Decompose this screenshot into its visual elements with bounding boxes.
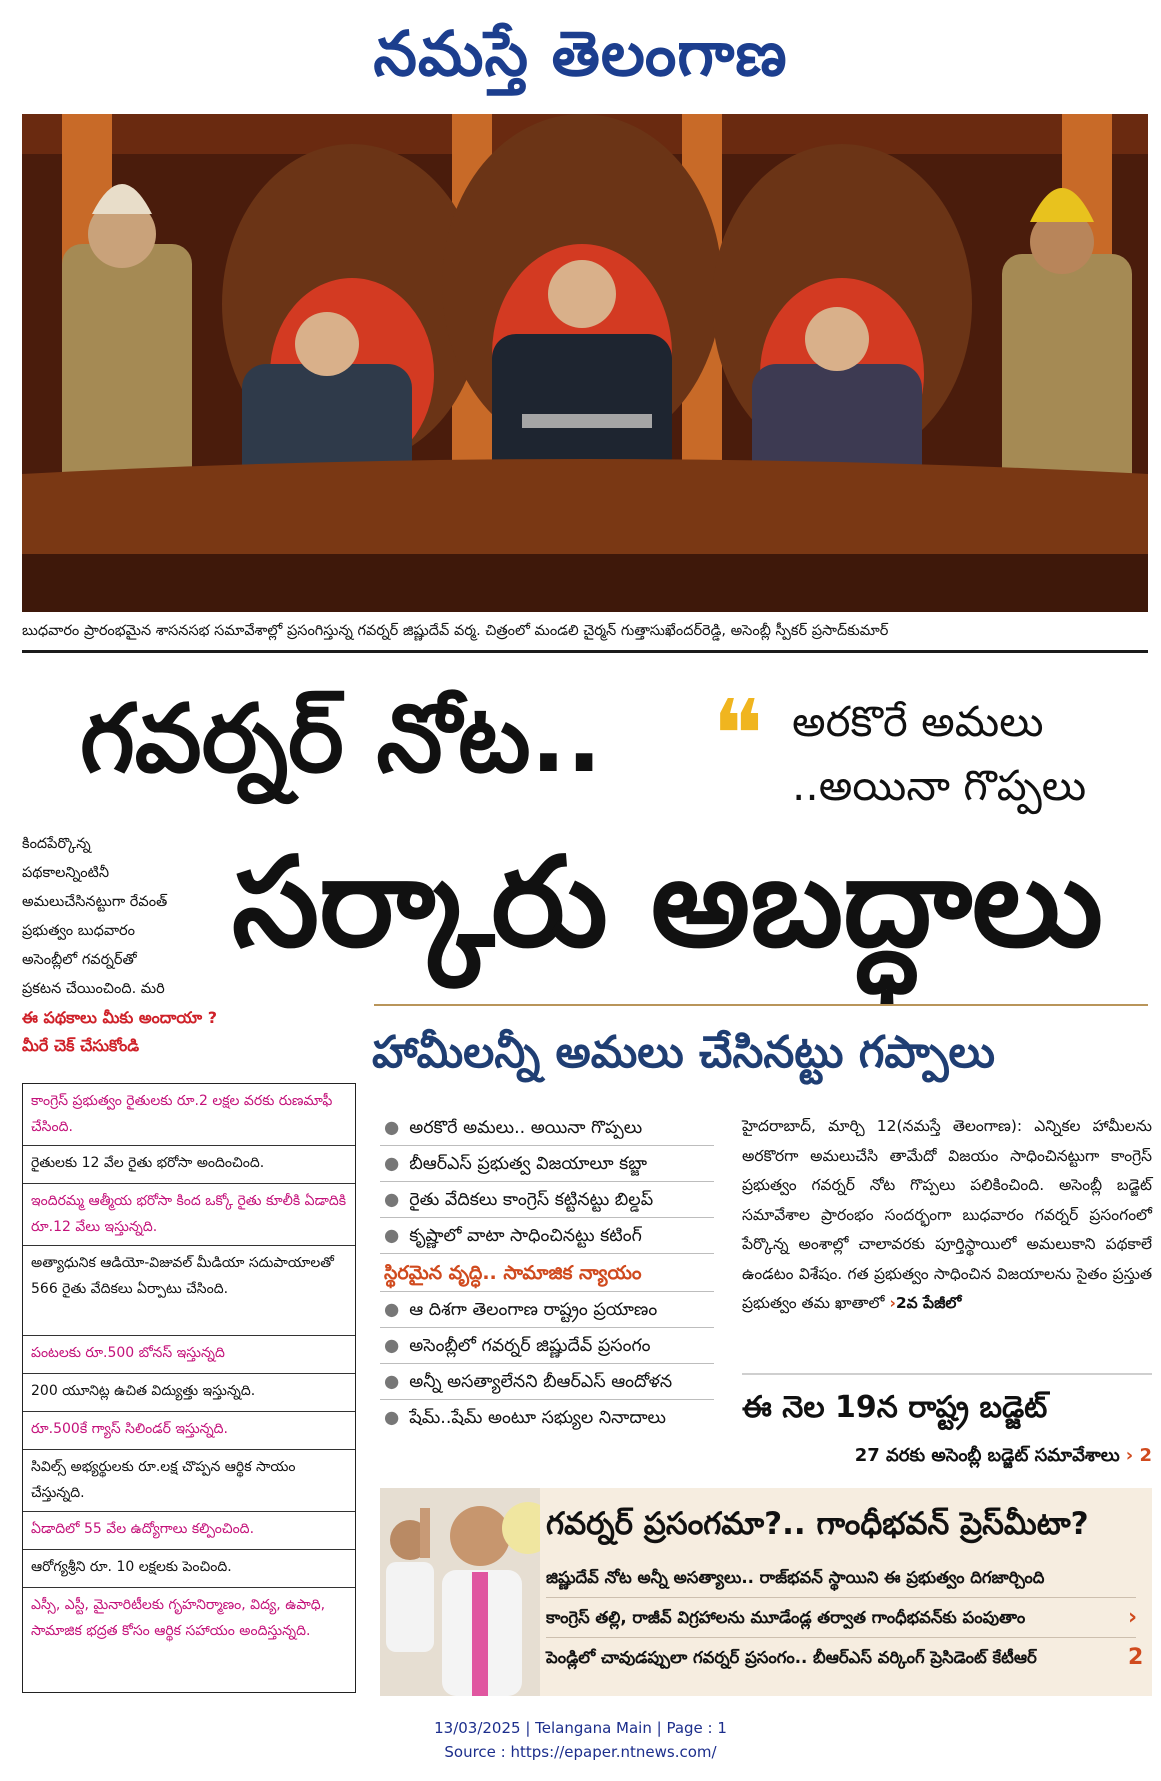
footer	[0, 1716, 1161, 1764]
intro-line: అమలుచేసినట్టుగా రేవంత్	[22, 894, 168, 910]
promise-item: సివిల్స్ అభ్యర్థులకు రూ.లక్ష చొప్పన ఆర్థిక సాయం చేస్తున్నది.	[23, 1450, 355, 1512]
intro-line: పథకాలన్నింటినీ	[22, 865, 110, 881]
intro-line: ప్రభుత్వం బుధవారం	[22, 923, 135, 939]
brs-headline: గవర్నర్ ప్రసంగమా?.. గాంధీభవన్ ప్రెస్‌మీటా?	[546, 1506, 1089, 1542]
quote-line-1: అరకొరే అమలు	[792, 697, 1044, 746]
newspaper-title: నమస్తే తెలంగాణ	[373, 17, 788, 90]
intro-line: ప్రకటన చేయించింది. మరి	[22, 981, 165, 997]
highlight-text: బీఆర్‌ఎస్ ప్రభుత్వ విజయాలూ కబ్జా	[409, 1154, 648, 1174]
ktr-photo	[380, 1488, 540, 1696]
brs-line: కాంగ్రెస్ తల్లి, రాజీవ్ విగ్రహాలను మూడేండ్ల తర్వాత గాంధీభవన్‌కు పంపుతాం	[546, 1598, 1136, 1638]
ktr-illustration	[380, 1488, 540, 1696]
promise-item: ఆరోగ్యశ్రీని రూ. 10 లక్షలకు పెంచింది.	[23, 1550, 355, 1588]
masthead	[0, 6, 1161, 102]
highlight-item	[380, 1364, 714, 1400]
headline-line-1: గవర్నర్ నోట..	[80, 685, 602, 794]
caption-divider	[22, 650, 1148, 653]
highlight-item	[380, 1146, 714, 1182]
promise-item: రూ.500కే గ్యాస్ సిలిండర్ ఇస్తున్నది.	[23, 1412, 355, 1450]
highlights-list	[380, 1110, 714, 1436]
source-link[interactable]: Source : https://epaper.ntnews.com/	[444, 1743, 717, 1761]
intro-line: కిందపేర్కొన్న	[22, 836, 91, 852]
headline-line-2: సర్కారు అబద్ధాలు	[232, 831, 1103, 975]
promise-item: ఏడాదిలో 55 వేల ఉద్యోగాలు కల్పించింది.	[23, 1512, 355, 1550]
bullet-icon: ●	[384, 1336, 400, 1356]
highlight-item	[380, 1110, 714, 1146]
bullet-icon: ●	[384, 1118, 400, 1138]
promises-box	[22, 1083, 356, 1693]
assembly-photo	[22, 114, 1148, 612]
main-story	[742, 1112, 1152, 1319]
bullet-icon: ●	[384, 1372, 400, 1392]
subheadline: హామీలన్నీ అమలు చేసినట్టు గప్పాలు	[372, 1027, 995, 1078]
promise-item: ఎస్సీ, ఎస్టీ, మైనారిటీలకు గృహనిర్మాణం, విద్య, ఉపాధి, సామాజిక భద్రత కోసం ఆర్థిక సహాయం అందిస్తున్నది.	[31, 1597, 326, 1639]
subhead-divider	[374, 1004, 1148, 1006]
continue-arrow-icon: ›	[889, 1294, 896, 1312]
bullet-icon: ●	[384, 1154, 400, 1174]
promise-item: 200 యూనిట్ల ఉచిత విద్యుత్తు ఇస్తున్నది.	[23, 1374, 355, 1412]
budget-headline: ఈ నెల 19న రాష్ట్ర బడ్జెట్	[742, 1390, 1048, 1425]
intro-text	[22, 830, 232, 1004]
bullet-icon: ●	[384, 1300, 400, 1320]
bullet-icon: ●	[384, 1408, 400, 1428]
edition-info: 13/03/2025 | Telangana Main | Page : 1	[434, 1719, 727, 1737]
story-text: హైదరాబాద్, మార్చి 12(నమస్తే తెలంగాణ): ఎన్నికల హామీలను అరకొరగా అమలుచేసి తామేదో విజయం సాధించినట్టుగా కాంగ్రెస్ ప్రభుత్వం గవర్నర్ నోట గొప్పలు పలికించింది. అసెంబ్లీ బడ్జెట్ సమావేశాల ప్రారంభం సందర్భంగా బుధవారం గవర్నర్ ప్రసంగంలో పేర్కొన్న అంశాల్లో చాలావరకు పూర్తిస్థాయిలో అమలుకాని పథకాలే ఉండటం విశేషం. గత ప్రభుత్వం సాధించిన విజయాలను సైతం ప్రస్తుత ప్రభుత్వం తమ ఖాతాలో	[742, 1117, 1152, 1312]
budget-subline	[796, 1440, 1152, 1472]
bullet-icon: ●	[384, 1226, 400, 1246]
highlight-text: అరకొరే అమలు.. అయినా గొప్పలు	[409, 1118, 643, 1138]
promise-item: పంటలకు రూ.500 బోనస్ ఇస్తున్నది	[23, 1336, 355, 1374]
assembly-illustration	[22, 114, 1148, 612]
intro-question	[22, 1004, 282, 1060]
highlight-text: షేమ్..షేమ్ అంటూ సభ్యుల నినాదాలు	[409, 1408, 666, 1428]
highlight-text: అన్నీ అసత్యాలేనని బీఆర్‌ఎస్ ఆందోళన	[409, 1372, 673, 1392]
promise-item: రైతులకు 12 వేల రైతు భరోసా అందించింది.	[23, 1146, 355, 1184]
highlight-text: అసెంబ్లీలో గవర్నర్ జిష్ణుదేవ్ ప్రసంగం	[409, 1336, 651, 1356]
photo-caption: బుధవారం ప్రారంభమైన శాసనసభ సమావేశాల్లో ప్రసంగిస్తున్న గవర్నర్ జిష్ణుదేవ్ వర్మ. చిత్రంలో మండలి చైర్మన్ గుత్తాసుఖేందర్‌రెడ్డి, అసెంబ్లీ స్పీకర్ ప్రసాద్‌కుమార్	[22, 623, 889, 639]
intro-line: అసెంబ్లీలో గవర్నర్‌తో	[22, 952, 137, 968]
highlight-text: ఆ దిశగా తెలంగాణ రాష్ట్రం ప్రయాణం	[409, 1300, 658, 1320]
highlight-text: కృష్ణాలో వాటా సాధించినట్టు కటింగ్	[409, 1226, 642, 1246]
highlight-heading: స్థిరమైన వృద్ధి.. సామాజిక న్యాయం	[380, 1254, 714, 1292]
highlight-item	[380, 1182, 714, 1218]
intro-question-line: ఈ పథకాలు మీకు అందాయా ?	[22, 1008, 217, 1027]
intro-question-line: మీరే చెక్ చేసుకోండి	[22, 1036, 140, 1055]
brs-page-ref[interactable]: › 2	[1128, 1605, 1144, 1670]
brs-line: జిష్ణుదేవ్ నోట అన్నీ అసత్యాలు.. రాజ్‌భవన్ స్థాయిని ఈ ప్రభుత్వం దిగజార్చింది	[546, 1558, 1136, 1598]
bullet-icon: ●	[384, 1190, 400, 1210]
highlight-item	[380, 1218, 714, 1254]
promise-item: ఇందిరమ్మ ఆత్మీయ భరోసా కింద ఒక్కో రైతు కూలీకి ఏడాదికి రూ.12 వేలు ఇస్తున్నది.	[23, 1184, 355, 1246]
quote-line-2: ..అయినా గొప్పలు	[792, 761, 1087, 810]
budget-page-ref[interactable]: › 2	[1125, 1445, 1152, 1466]
budget-subline-text: 27 వరకు అసెంబ్లీ బడ్జెట్ సమావేశాలు	[854, 1445, 1120, 1466]
highlight-item	[380, 1292, 714, 1328]
promise-item: కాంగ్రెస్ ప్రభుత్వం రైతులకు రూ.2 లక్షల వరకు రుణమాఫీ చేసింది.	[23, 1084, 355, 1146]
highlight-item	[380, 1328, 714, 1364]
budget-divider	[742, 1373, 1152, 1375]
highlight-item	[380, 1400, 714, 1436]
highlight-text: రైతు వేదికలు కాంగ్రెస్ కట్టినట్టు బిల్డప్	[409, 1190, 654, 1210]
quote-icon: ❝	[712, 679, 764, 791]
brs-line: పెండ్లిలో చావుడప్పులా గవర్నర్ ప్రసంగం.. బీఆర్‌ఎస్ వర్కింగ్ ప్రెసిడెంట్ కేటీఆర్	[546, 1648, 1037, 1667]
continued-on-page-link[interactable]: 2వ పేజీలో	[895, 1294, 962, 1312]
promise-item: అత్యాధునిక ఆడియో-విజువల్ మీడియా సదుపాయాలతో 566 రైతు వేదికలు ఏర్పాటు చేసింది.	[23, 1246, 355, 1336]
